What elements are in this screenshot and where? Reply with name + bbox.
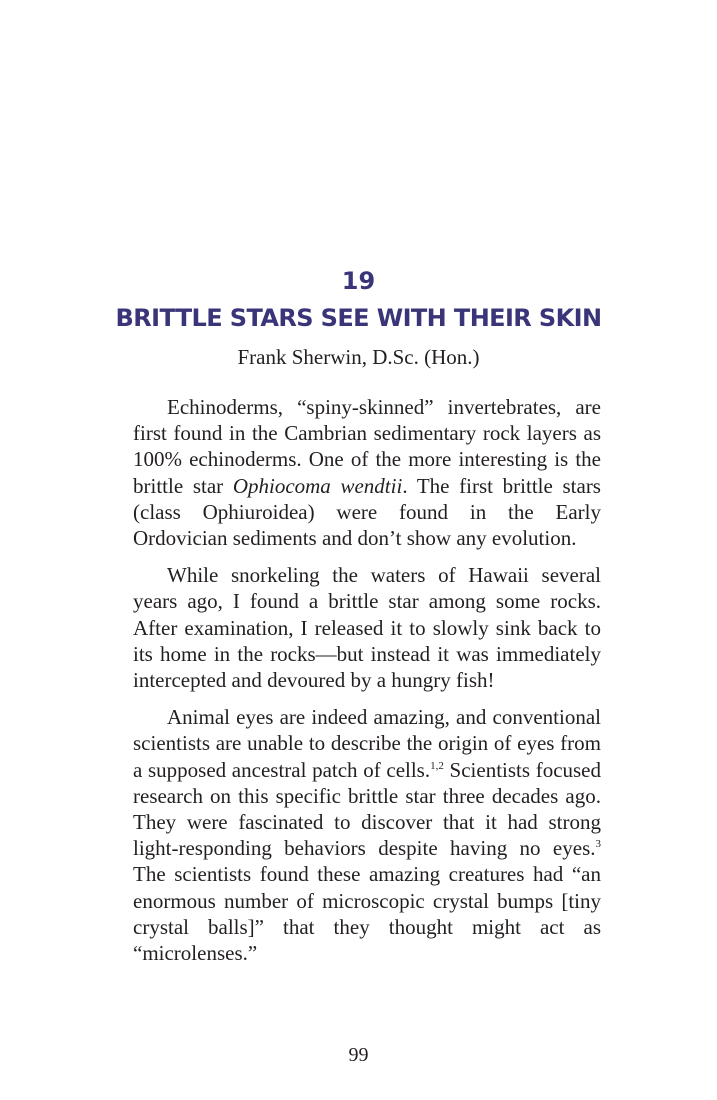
paragraph-1-text-a: Echinoderms, “spiny-skinned” invertebrates, are first found in the Cambrian sedimentary rock layers as 100% echinoderms. One of the more interesting is the brittle star	[133, 395, 601, 498]
paragraph-1-text-b: . The first brittle stars (class Ophiuroidea) were found in the Early Ordovician sediments and don’t show any evolution.	[133, 473, 601, 551]
chapter-body	[133, 394, 601, 977]
species-name: Ophiocoma wendtii	[232, 473, 403, 498]
chapter-title: BRITTLE STARS SEE WITH THEIR SKIN	[115, 304, 602, 332]
page-number: 99	[348, 1044, 369, 1066]
chapter-author: Frank Sherwin, D.Sc. (Hon.)	[237, 345, 480, 369]
paragraph-1	[133, 394, 601, 551]
footnote-ref-3: 3	[595, 838, 601, 851]
paragraph-3-text-a: Animal eyes are indeed amazing, and conventional scientists are unable to describe the origin of eyes from a supposed ancestral patch of cells.	[133, 705, 601, 782]
footnote-ref-1-2: 1,2	[430, 759, 444, 772]
paragraph-3-text-c: The scientists found these amazing creatures had “an enormous number of microscopic crystal bumps [tiny crystal balls]” that they thought might act as “microlenses.”	[133, 862, 601, 966]
chapter-number: 19	[341, 267, 376, 295]
paragraph-2: While snorkeling the waters of Hawaii several years ago, I found a brittle star among some rocks. After examination, I released it to slowly sink back to its home in the rocks—but instead it was immediately intercepted and devoured by a hungry fish!	[133, 563, 601, 693]
paragraph-3-text-b: Scientists focused research on this specific brittle star three decades ago. They were fascinated to discover that it had strong light-responding behaviors despite having no eyes.	[133, 757, 602, 861]
paragraph-3	[133, 704, 601, 966]
